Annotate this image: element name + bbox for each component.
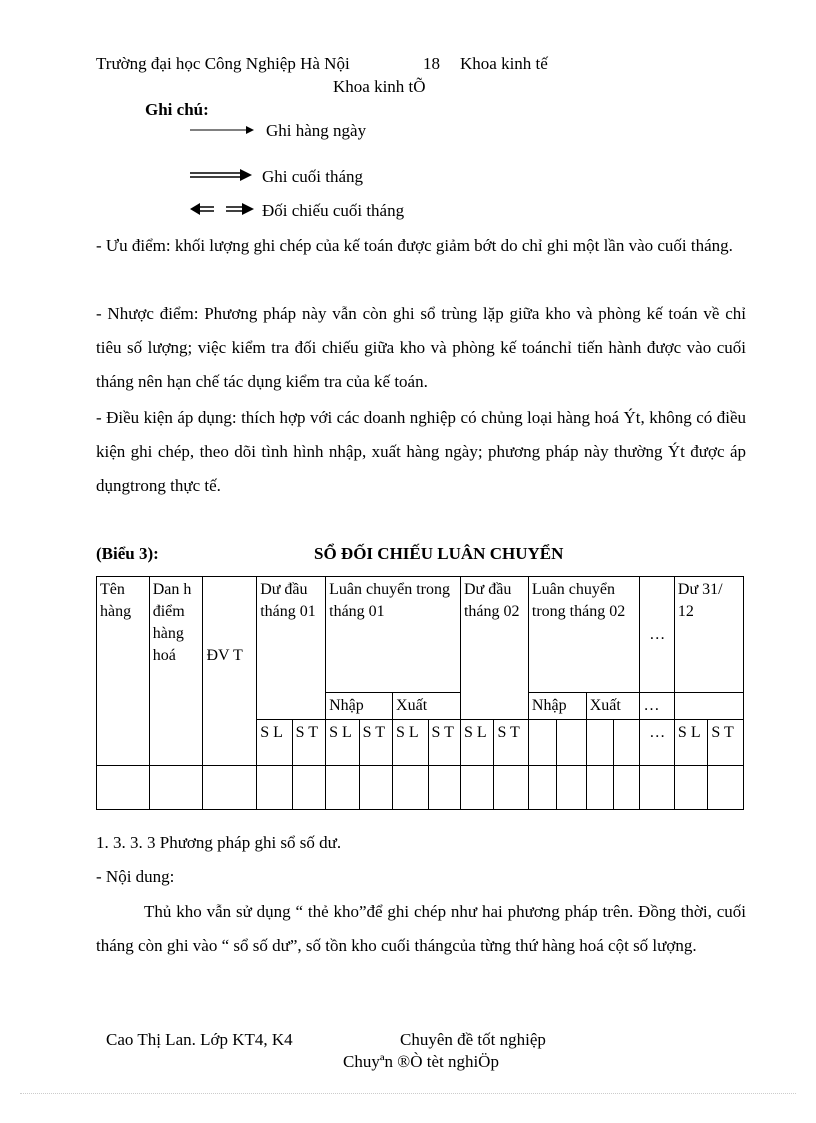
- header-sl: S L: [460, 720, 493, 766]
- header-st: S T: [494, 720, 528, 766]
- empty-cell: [614, 720, 640, 766]
- page-bottom-divider: [20, 1093, 796, 1094]
- header-sl: S L: [257, 720, 292, 766]
- header-du-31-12: Dư 31/ 12: [674, 577, 743, 693]
- header-sl: S L: [326, 720, 359, 766]
- header-ten-hang: Tên hàng: [97, 577, 150, 766]
- legend-item-reconcile: [190, 200, 404, 222]
- section-heading: 1. 3. 3. 3 Phương pháp ghi sổ số dư.: [96, 833, 342, 852]
- page-number: 18: [423, 54, 440, 73]
- paragraph-advantage: - Ưu điểm: khối lượng ghi chép của kế toán được giảm bớt do chỉ ghi một lần vào cuối tháng.: [96, 236, 733, 255]
- header-department-garbled: Khoa kinh tÕ: [333, 77, 426, 96]
- header-school: Trường đại học Công Nghiệp Hà Nội: [96, 54, 350, 73]
- header-xuat-01: Xuất: [393, 693, 461, 720]
- header-xuat-02: Xuất: [586, 693, 640, 720]
- header-st: S T: [708, 720, 744, 766]
- paragraph-conditions: - Điều kiện áp dụng: thích hợp với các doanh nghiệp có chủng loại hàng hoá Ýt, không có điều kiện ghi chép, theo dõi tình hình nhập, xuất hàng ngày; phương pháp này thường Ýt được áp dụngtrong thực tế.: [96, 408, 746, 495]
- bidirectional-arrow-icon: [190, 201, 254, 221]
- header-st: S T: [359, 720, 392, 766]
- legend-title: Ghi chú:: [145, 100, 209, 119]
- empty-cell: [557, 720, 586, 766]
- du-dau-02-spacer: [460, 693, 528, 720]
- header-du-dau-01: Dư đầu tháng 01: [257, 577, 326, 693]
- header-luan-chuyen-01: Luân chuyển trong tháng 01: [326, 577, 461, 693]
- section-content-label: - Nội dung:: [96, 867, 175, 886]
- empty-cell: [586, 720, 613, 766]
- header-dvt: ĐV T: [203, 577, 257, 766]
- header-nhap-01: Nhập: [326, 693, 393, 720]
- du-dau-01-spacer: [257, 693, 326, 720]
- header-danh-diem: Dan h điểm hàng hoá: [149, 577, 203, 766]
- header-sl: S L: [674, 720, 707, 766]
- legend-label-daily: Ghi hàng ngày: [266, 121, 367, 140]
- ledger-table: [96, 576, 744, 810]
- empty-cell: [528, 720, 556, 766]
- legend-label-reconcile: Đối chiếu cuối tháng: [262, 201, 405, 220]
- table-row: [97, 766, 744, 810]
- header-du-dau-02: Dư đầu tháng 02: [460, 577, 528, 693]
- legend-item-monthly: [190, 166, 363, 188]
- header-st: S T: [428, 720, 460, 766]
- header-st: S T: [292, 720, 325, 766]
- header-ellipsis-2: …: [640, 693, 674, 720]
- section-content-text: Thủ kho vẫn sử dụng “ thẻ kho”để ghi chép như hai phương pháp trên. Đồng thời, cuối tháng còn ghi vào “ sổ số dư”, số tồn kho cuối thángcủa từng thứ hàng hoá cột số lượng.: [96, 902, 746, 955]
- thin-arrow-icon: [190, 121, 254, 141]
- header-nhap-02: Nhập: [528, 693, 586, 720]
- paragraph-disadvantage: - Nhược điểm: Phương pháp này vẫn còn ghi sổ trùng lặp giữa kho và phòng kế toán về chỉ tiêu số lượng; việc kiểm tra đối chiếu giữa kho và phòng kế toánchỉ tiến hành được vào cuối tháng nên hạn chế tác dụng kiểm tra của kế toán.: [96, 304, 746, 391]
- footer-topic: Chuyên đề tốt nghiệp: [400, 1030, 546, 1049]
- table-title: SỔ ĐỐI CHIẾU LUÂN CHUYỂN: [314, 544, 564, 563]
- table-label: (Biểu 3):: [96, 544, 159, 563]
- header-ellipsis-3: …: [640, 720, 674, 766]
- legend-label-monthly: Ghi cuối tháng: [262, 167, 364, 186]
- footer-author: Cao Thị Lan. Lớp KT4, K4: [106, 1030, 293, 1049]
- header-sl: S L: [393, 720, 428, 766]
- header-ellipsis: …: [640, 577, 674, 693]
- legend-item-daily: [190, 120, 366, 142]
- header-luan-chuyen-02: Luân chuyển trong tháng 02: [528, 577, 640, 693]
- double-arrow-icon: [190, 167, 252, 187]
- du-31-12-spacer: [674, 693, 743, 720]
- footer-topic-garbled: Chuyªn ®Ò tèt nghiÖp: [343, 1052, 499, 1071]
- header-department: Khoa kinh tế: [460, 54, 548, 73]
